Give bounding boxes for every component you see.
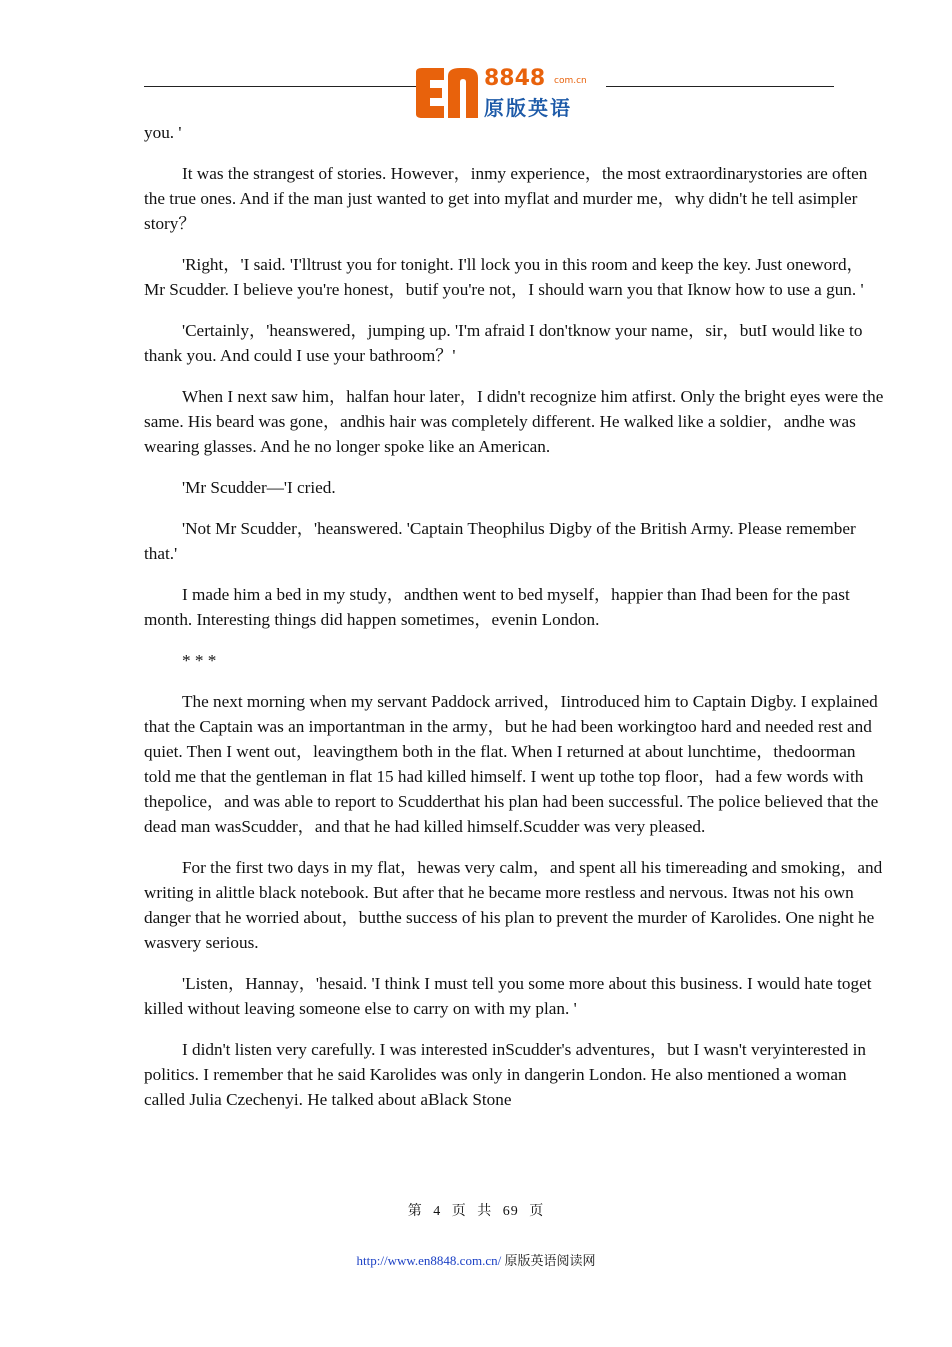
paragraph: you. ' — [144, 123, 182, 142]
paragraph: 'Right，'I said. 'I'lltrust you for tonight. I'll lock you in this room and keep the key. Just oneword，Mr Scudder. I believe you're honest，butif you're not，I should warn you that Iknow how to use a gun. ' — [144, 255, 864, 299]
paragraph: 'Listen，Hannay，'hesaid. 'I think I must tell you some more about this business. I would hate toget killed without leaving someone else to carry on with my plan. ' — [144, 974, 872, 1018]
page-label-mid2: 共 — [477, 1204, 493, 1219]
section-break: * * * — [182, 651, 217, 670]
en-logo-icon — [414, 68, 480, 118]
paragraph: I made him a bed in my study，andthen went to bed myself，happier than Ihad been for the past month. Interesting things did happen sometimes，evenin London. — [144, 585, 850, 629]
site-logo[interactable] — [414, 66, 610, 120]
logo-number: 8848 — [484, 66, 546, 91]
page-label-mid1: 页 — [451, 1204, 467, 1219]
paragraph: I didn't listen very carefully. I was interested inScudder's adventures，but I wasn't veryinterested in politics. I remember that he said Karolides was only in dangerin London. He also mentioned a woman called Julia Czechenyi. He talked about aBlack Stone — [144, 1040, 867, 1109]
paragraph: The next morning when my servant Paddock arrived，Iintroduced him to Captain Digby. I explained that the Captain was an importantman in the army，but he had been workingtoo hard and needed rest and quiet. Then I went out，leavingthem both in the flat. When I returned at about lunchtime，thedoorman told me that the gentleman in flat 15 had killed himself. I went up tothe top floor，had a few words with thepolice，and was able to report to Scudderthat his plan had been successful. The police believed that the dead man wasScudder，and that he had killed himself.Scudder was very pleased. — [144, 692, 879, 836]
footer-link-line — [0, 1250, 952, 1269]
header-rule-right — [606, 86, 834, 87]
site-url-link[interactable]: http://www.en8848.com.cn/ — [356, 1253, 502, 1268]
page-label-suffix: 页 — [529, 1204, 545, 1219]
logo-chinese-name: 原版英语 — [484, 96, 572, 120]
paragraph: It was the strangest of stories. However，inmy experience，the most extraordinarystories are often the true ones. And if the man just wanted to get into myflat and murder me，why didn't he tell asimpler story？ — [144, 164, 868, 233]
paragraph: 'Not Mr Scudder，'heanswered. 'Captain Theophilus Digby of the British Army. Please remember that.' — [144, 519, 856, 563]
paragraph: 'Mr Scudder—'I cried. — [182, 478, 336, 497]
document-body — [144, 120, 884, 1128]
header-rule-left — [144, 86, 416, 87]
logo-domain: com.cn — [554, 76, 587, 86]
paragraph: When I next saw him，halfan hour later，I didn't recognize him atfirst. Only the bright eyes were the same. His beard was gone，andhis hair was completely different. He walked like a soldier，andhe was wearing glasses. And he no longer spoke like an American. — [144, 387, 884, 456]
page-number — [0, 1200, 952, 1220]
page-total: 69 — [502, 1204, 519, 1219]
page-label-prefix: 第 — [407, 1204, 423, 1219]
paragraph: For the first two days in my flat，hewas very calm，and spent all his timereading and smoking，and writing in alittle black notebook. But after that he became more restless and nervous. Itwas not his own danger that he worried about，butthe success of his plan to prevent the murder of Karolides. One night he wasvery serious. — [144, 858, 883, 952]
page-current: 4 — [433, 1204, 442, 1219]
paragraph: 'Certainly，'heanswered，jumping up. 'I'm afraid I don'tknow your name，sir，butI would like to thank you. And could I use your bathroom？' — [144, 321, 863, 365]
site-name: 原版英语阅读网 — [504, 1253, 596, 1268]
